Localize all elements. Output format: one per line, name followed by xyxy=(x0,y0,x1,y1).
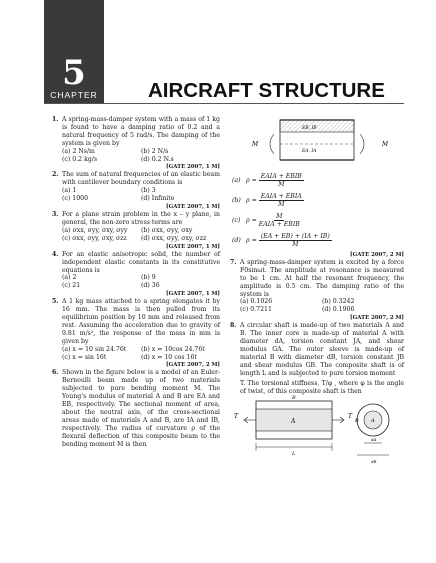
q6-option-b xyxy=(232,191,404,211)
question-number: 7. xyxy=(230,258,237,266)
q6-option-d xyxy=(232,231,404,251)
question-text: A 1 kg mass attached to a spring elongates it by 16 mm. The mass is then pulled from its equilibrium position by 10 mm and released from rest. Assuming the acceleration due to gravity of 9.81 m/s², the response of the mass in mm is given by xyxy=(62,298,220,345)
ring-b-label: B xyxy=(355,418,359,425)
core-label: A xyxy=(291,418,296,426)
option-b: (b) 3 xyxy=(141,187,156,195)
chapter-label: CHAPTER xyxy=(50,90,98,100)
moment-label-left: M xyxy=(252,141,259,148)
question-text-continued: T. The torsional stiffness, T/φ , where φ is the angle of twist, of this composite shaft is then xyxy=(240,379,404,395)
layer-a-label: EA, IA xyxy=(302,149,317,154)
question-3 xyxy=(52,211,220,251)
option-label: (c) xyxy=(232,216,241,224)
question-2 xyxy=(52,171,220,211)
option-label: (b) xyxy=(232,196,241,204)
question-text: Shown in the figure below is a model of an Euler-Bernoulli beam made up of two materials subjected to pure bending moment M. The Young’s modulus of material A and B are EA and EB, respectively. The sectional moment of area, about the neutral axis, of the cross-sectional areas made of materials A and B, are IA and IB, respectively. The radius of curvature ρ of the flexural deflection of this composite beam to the bending moment M is then xyxy=(62,369,220,448)
option-c: (c) x = sin 16t xyxy=(62,353,107,361)
ring-a-label: A xyxy=(371,418,375,425)
options xyxy=(62,227,220,243)
question-number: 4. xyxy=(52,250,59,258)
options xyxy=(62,274,220,290)
denominator: EAIA + EBIB xyxy=(258,221,300,229)
option-lhs: ρ = xyxy=(246,196,257,204)
question-4 xyxy=(52,251,220,299)
exam-tag: [GATE 2007, 1 M] xyxy=(166,204,220,211)
option-c: (c) 0.2 kg/s xyxy=(62,155,98,163)
option-c: (c) 1000 xyxy=(62,195,89,203)
question-text: For an elastic anisotropic solid, the number of independent elastic constants in its constitutive equations is xyxy=(62,250,220,274)
numerator: (EA + EB) + (IA + IB) xyxy=(260,233,330,241)
torque-label-left: T xyxy=(234,413,239,421)
option-b: (b) σxx, σyy, σxy xyxy=(141,226,193,234)
q6-option-a xyxy=(232,171,404,191)
option-a: (a) 0.1026 xyxy=(240,298,273,306)
exam-tag: [GATE 2007, 2 M] xyxy=(350,315,404,322)
exam-tag: [GATE 2007, 1 M] xyxy=(166,164,220,171)
question-text: The sum of natural frequencies of an elastic beam with cantilever boundary conditions is xyxy=(62,171,220,187)
question-number: 5. xyxy=(52,298,59,306)
right-column xyxy=(230,116,404,470)
left-column xyxy=(52,116,220,449)
exam-tag: [GATE 2007, 2 M] xyxy=(350,251,404,258)
question-7 xyxy=(230,259,404,322)
chapter-number: 5 xyxy=(62,53,86,93)
question-text: For a plane strain problem in the x – y plane, in general, the non-zero stress terms are xyxy=(62,211,220,226)
composite-beam-figure xyxy=(230,116,400,168)
option-d: (d) x = 10 cos 16t xyxy=(141,353,197,361)
options xyxy=(62,148,220,164)
question-number: 3. xyxy=(52,211,59,219)
q6-option-c xyxy=(232,211,404,231)
fraction xyxy=(259,173,304,188)
question-number: 8. xyxy=(230,322,237,330)
option-a: (a) x = 10 sin 24.76t xyxy=(62,345,127,353)
question-text: A circular shaft is made-up of two materials A and B. The inner core is made-up of material A with diameter dA, torsion constant JA, and shear modulus GA. The outer sleeve is made-up of material B with diameter dB, torsion constant JB and shear modulus GB. The composite shaft is of length L and is subjected to pure torsion moment xyxy=(240,322,404,377)
chapter-title: AIRCRAFT STRUCTURE xyxy=(148,79,385,102)
option-c: (c) 21 xyxy=(62,282,81,290)
question-8 xyxy=(230,322,404,395)
fraction xyxy=(259,213,300,228)
option-lhs: ρ = xyxy=(246,236,257,244)
question-5 xyxy=(52,298,220,369)
option-d: (d) Infinite xyxy=(141,195,175,203)
options xyxy=(62,346,220,362)
denominator: M xyxy=(278,201,285,209)
options xyxy=(240,298,404,314)
denominator: M xyxy=(278,181,285,189)
da-label: dA xyxy=(371,437,377,443)
exam-tag: [GATE 2007, 2 M] xyxy=(166,362,220,369)
option-lhs: ρ = xyxy=(246,216,257,224)
option-b: (b) 2 N/s xyxy=(141,147,169,155)
option-d: (d) 0.1906 xyxy=(322,306,355,314)
option-a: (a) 2 xyxy=(62,274,77,282)
option-b: (b) x = 10cos 24.76t xyxy=(141,345,205,353)
option-a: (a) 1 xyxy=(62,187,77,195)
fraction xyxy=(259,193,304,208)
options xyxy=(62,187,220,203)
composite-shaft-figure xyxy=(230,395,404,467)
numerator: EAIA + EBIA xyxy=(260,193,302,201)
numerator: M xyxy=(276,213,283,221)
question-number: 6. xyxy=(52,369,59,377)
option-c: (c) 0.7211 xyxy=(240,306,272,314)
denominator: M xyxy=(292,241,299,249)
layer-b-label: EB, IB xyxy=(302,126,317,131)
length-label: L xyxy=(292,451,296,458)
question-number: 2. xyxy=(52,171,59,179)
option-label: (d) xyxy=(232,236,241,244)
fraction xyxy=(259,233,332,248)
option-a: (a) 2 Ns/m xyxy=(62,147,95,155)
question-text: A spring-mass-damper system is excited by a force F0sinωt. The amplitude at resonance is measured to be 1 cm. At half the resonant frequency, the amplitude is 0.5 cm. The damping ratio of the system is xyxy=(240,258,404,298)
option-b: (b) 0.3242 xyxy=(322,298,355,306)
question-6 xyxy=(52,369,220,448)
option-d: (d) 0.2 N.s xyxy=(141,155,174,163)
option-d: (d) σxx, σyy, σxy, σzz xyxy=(141,234,207,242)
option-c: (c) σxx, σyy, σxy, σzz xyxy=(62,234,127,242)
torque-label-right: T xyxy=(348,413,353,421)
option-lhs: ρ = xyxy=(246,176,257,184)
numerator: EAIA + EBIB xyxy=(260,173,302,181)
exam-tag: [GATE 2007, 1 M] xyxy=(166,291,220,298)
exam-tag: [GATE 2007, 1 M] xyxy=(166,243,220,250)
chapter-box xyxy=(44,0,104,104)
moment-label-right: M xyxy=(382,141,389,148)
option-label: (a) xyxy=(232,176,241,184)
q6-options xyxy=(230,171,404,259)
question-text: A spring-mass-damper system with a mass of 1 kg is found to have a damping ratio of 0.2 and a natural frequency of 5 rad/s. The damping of the system is given by xyxy=(62,116,220,147)
option-a: (a) σxx, σyy, σxy, σyy xyxy=(62,226,128,234)
option-d: (d) 36 xyxy=(141,282,160,290)
question-number: 1. xyxy=(52,116,59,123)
question-1 xyxy=(52,116,220,171)
db-label: dB xyxy=(371,459,377,465)
option-b: (b) 9 xyxy=(141,274,156,282)
sleeve-label: B xyxy=(292,395,296,402)
title-rule xyxy=(44,103,404,104)
